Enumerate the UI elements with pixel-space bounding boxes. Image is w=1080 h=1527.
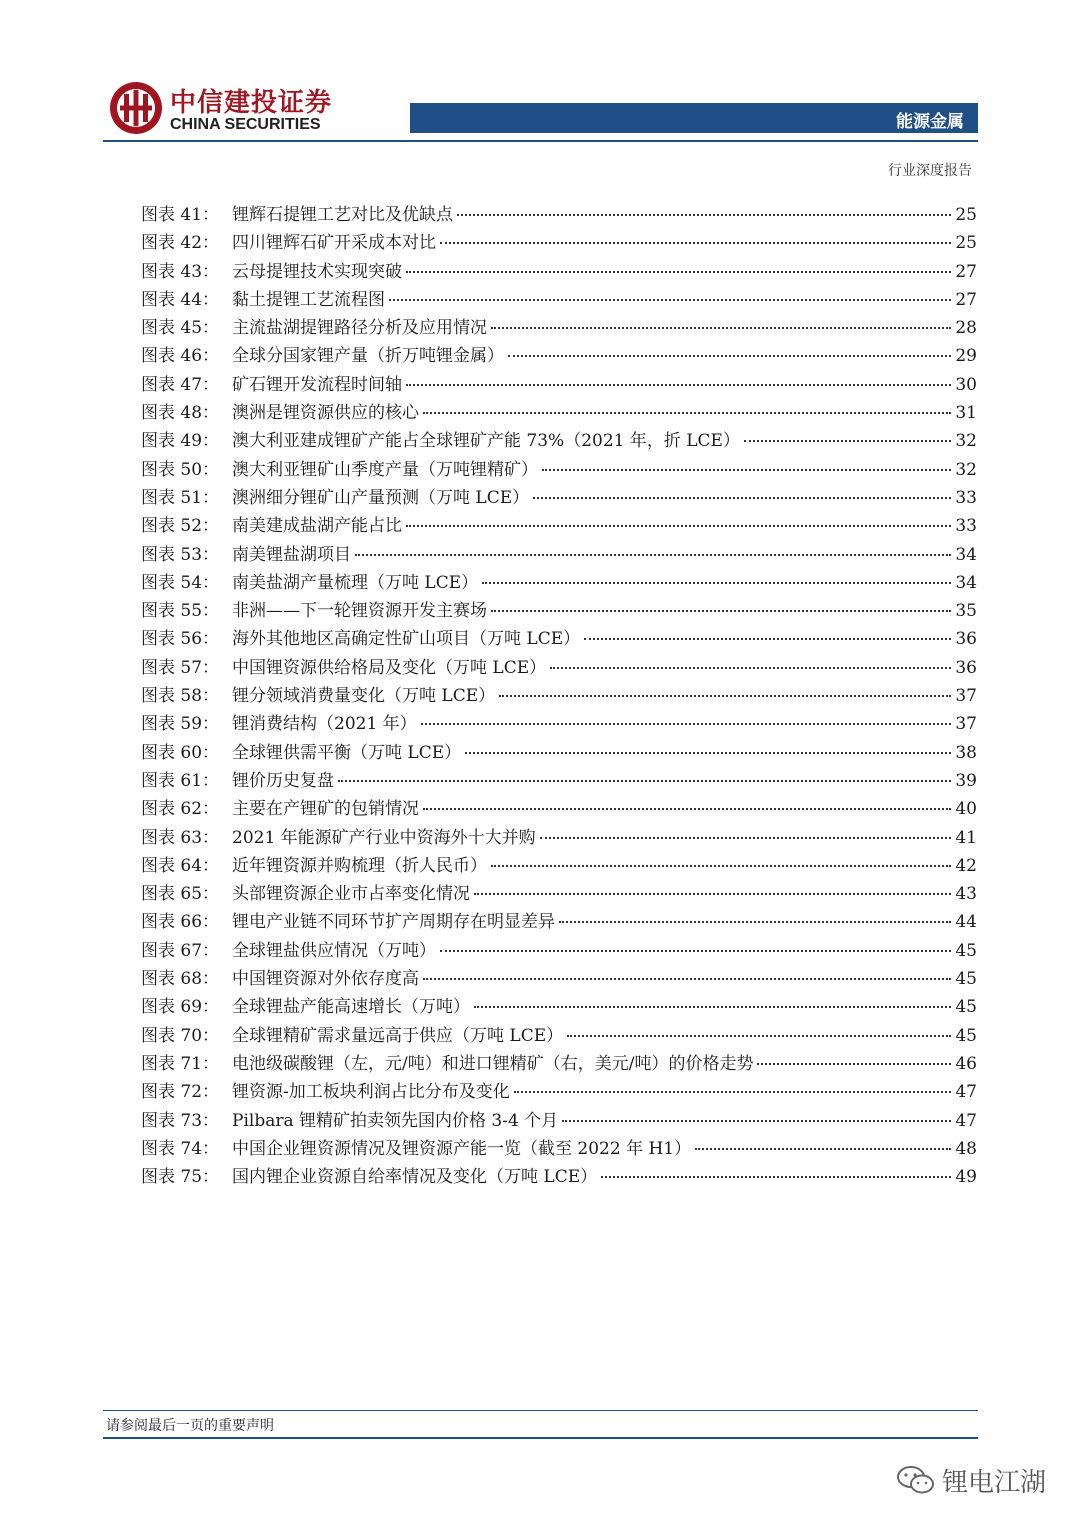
toc-entry-label: 图表 49： [141,431,220,452]
toc-entry[interactable] [141,483,977,511]
toc-entry-page: 40 [955,799,977,820]
toc-entry-label: 图表 44： [141,289,220,310]
toc-entry-label: 图表 48： [141,403,220,424]
toc-entry-page: 33 [955,516,977,537]
toc-entry-label: 图表 57： [141,657,220,678]
toc-entry-title: 全球锂供需平衡（万吨 LCE） [232,742,462,763]
toc-entry-page: 45 [955,997,977,1018]
toc-entry-page: 45 [955,1025,977,1046]
toc-entry-page: 41 [955,827,977,848]
toc-entry-label: 图表 71： [141,1053,220,1074]
toc-entry-label: 图表 67： [141,940,220,961]
toc-entry[interactable] [141,1134,977,1162]
toc-entry-page: 36 [955,657,977,678]
toc-dot-leader [406,525,951,527]
toc-dot-leader [491,327,951,329]
toc-entry-label: 图表 73： [141,1110,220,1131]
toc-entry[interactable] [141,851,977,879]
table-of-figures [141,200,977,1190]
toc-entry[interactable] [141,936,977,964]
toc-entry-title: 锂消费结构（2021 年） [232,714,417,735]
toc-entry-title: 近年锂资源并购梳理（折人民币） [232,855,487,876]
toc-entry-label: 图表 69： [141,997,220,1018]
logo-chinese-name: 中信建投证券 [170,88,333,118]
toc-dot-leader [491,610,951,612]
toc-entry-page: 47 [955,1082,977,1103]
toc-entry-title: 电池级碳酸锂（左，元/吨）和进口锂精矿（右，美元/吨）的价格走势 [232,1053,754,1074]
toc-dot-leader [355,554,951,556]
toc-entry-label: 图表 42： [141,233,220,254]
toc-entry-label: 图表 60： [141,742,220,763]
toc-dot-leader [584,638,951,640]
toc-entry[interactable] [141,596,977,624]
toc-entry[interactable] [141,709,977,737]
toc-dot-leader [559,921,951,923]
toc-entry-label: 图表 56： [141,629,220,650]
toc-entry-page: 34 [955,572,977,593]
toc-entry-page: 28 [955,318,977,339]
toc-entry-label: 图表 46： [141,346,220,367]
toc-entry-title: 锂资源-加工板块利润占比分布及变化 [232,1082,510,1103]
company-logo [108,80,348,140]
toc-entry-label: 图表 75： [141,1167,220,1188]
toc-entry-page: 37 [955,686,977,707]
logo-english-name: CHINA SECURITIES [170,116,321,133]
toc-dot-leader [465,752,951,754]
toc-entry-title: 中国企业锂资源情况及锂资源产能一览（截至 2022 年 H1） [232,1138,692,1159]
toc-entry-page: 37 [955,714,977,735]
toc-entry-page: 30 [955,374,977,395]
toc-entry[interactable] [141,341,977,369]
toc-entry-label: 图表 63： [141,827,220,848]
toc-entry-label: 图表 45： [141,318,220,339]
toc-entry-page: 32 [955,459,977,480]
toc-entry[interactable] [141,1021,977,1049]
watermark-text: 锂电江湖 [941,1467,1046,1498]
toc-dot-leader [542,469,951,471]
toc-entry-title: 全球锂盐产能高速增长（万吨） [232,997,470,1018]
toc-entry-page: 46 [955,1053,977,1074]
toc-entry-page: 47 [955,1110,977,1131]
toc-entry[interactable] [141,455,977,483]
header-divider [103,140,978,142]
toc-entry-label: 图表 55： [141,601,220,622]
toc-entry[interactable] [141,766,977,794]
toc-entry-title: 矿石锂开发流程时间轴 [232,374,402,395]
toc-entry[interactable] [141,370,977,398]
toc-entry-title: 南美锂盐湖项目 [232,544,351,565]
toc-dot-leader [338,780,951,782]
toc-dot-leader [440,242,951,244]
toc-entry[interactable] [141,1162,977,1190]
toc-entry[interactable] [141,1106,977,1134]
toc-entry-title: 锂电产业链不同环节扩产周期存在明显差异 [232,912,555,933]
toc-entry-label: 图表 43： [141,261,220,282]
toc-dot-leader [423,978,951,980]
toc-entry[interactable] [141,681,977,709]
toc-entry-label: 图表 61： [141,770,220,791]
sector-banner [410,103,978,133]
toc-entry-page: 27 [955,261,977,282]
toc-entry-label: 图表 65： [141,884,220,905]
toc-entry[interactable] [141,228,977,256]
footer-divider-top [103,1410,978,1411]
toc-dot-leader [389,299,951,301]
toc-dot-leader [423,808,951,810]
toc-entry-page: 33 [955,487,977,508]
toc-entry-label: 图表 70： [141,1025,220,1046]
toc-entry-title: 非洲——下一轮锂资源开发主赛场 [232,601,487,622]
toc-dot-leader [744,440,951,442]
toc-dot-leader [562,1120,951,1122]
toc-entry-title: 中国锂资源供给格局及变化（万吨 LCE） [232,657,547,678]
toc-dot-leader [757,1063,951,1065]
toc-entry-title: 头部锂资源企业市占率变化情况 [232,884,470,905]
toc-entry-label: 图表 62： [141,799,220,820]
toc-entry-page: 45 [955,969,977,990]
toc-dot-leader [601,1176,951,1178]
toc-dot-leader [423,412,951,414]
toc-entry-label: 图表 64： [141,855,220,876]
toc-dot-leader [550,667,951,669]
toc-dot-leader [440,950,951,952]
toc-dot-leader [421,723,951,725]
toc-entry[interactable] [141,907,977,935]
toc-dot-leader [474,1006,951,1008]
toc-entry-title: 四川锂辉石矿开采成本对比 [232,233,436,254]
toc-entry-title: 澳大利亚锂矿山季度产量（万吨锂精矿） [232,459,538,480]
toc-entry-title: 澳大利亚建成锂矿产能占全球锂矿产能 73%（2021 年，折 LCE） [232,431,740,452]
toc-entry-page: 45 [955,940,977,961]
toc-entry-page: 44 [955,912,977,933]
toc-entry-label: 图表 41： [141,205,220,225]
toc-entry-title: 南美盐湖产量梳理（万吨 LCE） [232,572,479,593]
toc-entry-title: 中国锂资源对外依存度高 [232,969,419,990]
toc-entry[interactable] [141,624,977,652]
toc-entry-title: 国内锂企业资源自给率情况及变化（万吨 LCE） [232,1167,598,1188]
toc-dot-leader [457,214,951,216]
toc-entry-label: 图表 47： [141,374,220,395]
toc-entry-page: 39 [955,770,977,791]
toc-entry-page: 25 [955,205,977,225]
toc-entry-title: 主要在产锂矿的包销情况 [232,799,419,820]
wechat-icon [896,1464,936,1496]
toc-entry-label: 图表 52： [141,516,220,537]
toc-entry[interactable] [141,285,977,313]
toc-entry-label: 图表 68： [141,969,220,990]
toc-entry-label: 图表 66： [141,912,220,933]
toc-entry[interactable] [141,1049,977,1077]
toc-entry-title: 全球锂盐供应情况（万吨） [232,940,436,961]
toc-entry[interactable] [141,200,977,228]
toc-entry-title: 海外其他地区高确定性矿山项目（万吨 LCE） [232,629,581,650]
toc-entry-label: 图表 54： [141,572,220,593]
toc-entry-title: 南美建成盐湖产能占比 [232,516,402,537]
toc-entry-title: 主流盐湖提锂路径分析及应用情况 [232,318,487,339]
report-type: 行业深度报告 [888,163,972,179]
toc-entry-title: 锂价历史复盘 [232,770,334,791]
toc-entry-page: 32 [955,431,977,452]
toc-entry-label: 图表 50： [141,459,220,480]
toc-entry-page: 42 [955,855,977,876]
toc-entry-page: 27 [955,289,977,310]
sector-label: 能源金属 [896,112,964,132]
toc-dot-leader [406,384,951,386]
toc-entry-label: 图表 59： [141,714,220,735]
toc-entry[interactable] [141,794,977,822]
toc-entry[interactable] [141,426,977,454]
toc-entry-label: 图表 72： [141,1082,220,1103]
toc-entry-page: 29 [955,346,977,367]
toc-entry[interactable] [141,398,977,426]
toc-entry-title: 澳洲是锂资源供应的核心 [232,403,419,424]
toc-entry[interactable] [141,540,977,568]
toc-entry-page: 34 [955,544,977,565]
toc-entry-label: 图表 51： [141,487,220,508]
toc-entry[interactable] [141,1077,977,1105]
toc-dot-leader [474,893,951,895]
toc-entry-title: 澳洲细分锂矿山产量预测（万吨 LCE） [232,487,530,508]
toc-entry-page: 25 [955,233,977,254]
disclaimer-note: 请参阅最后一页的重要声明 [106,1418,274,1434]
toc-dot-leader [533,497,951,499]
toc-dot-leader [491,865,951,867]
toc-entry-page: 35 [955,601,977,622]
citic-emblem-icon [108,80,164,136]
toc-entry-title: 锂分领域消费量变化（万吨 LCE） [232,686,496,707]
toc-dot-leader [406,271,951,273]
toc-entry-label: 图表 53： [141,544,220,565]
wechat-watermark [896,1460,1046,1500]
toc-entry-page: 31 [955,403,977,424]
toc-entry-title: Pilbara 锂精矿拍卖领先国内价格 3-4 个月 [232,1110,559,1131]
toc-entry-page: 48 [955,1138,977,1159]
toc-entry[interactable] [141,738,977,766]
toc-entry-page: 43 [955,884,977,905]
toc-entry-page: 49 [955,1167,977,1188]
toc-entry-title: 全球锂精矿需求量远高于供应（万吨 LCE） [232,1025,564,1046]
toc-entry[interactable] [141,823,977,851]
toc-entry[interactable] [141,879,977,907]
toc-entry-page: 38 [955,742,977,763]
toc-entry[interactable] [141,992,977,1020]
footer-divider-bottom [103,1437,978,1439]
toc-entry[interactable] [141,257,977,285]
toc-entry[interactable] [141,964,977,992]
toc-entry-label: 图表 58： [141,686,220,707]
toc-dot-leader [540,837,951,839]
toc-entry-title: 全球分国家锂产量（折万吨锂金属） [232,346,504,367]
toc-dot-leader [514,1091,951,1093]
toc-dot-leader [567,1035,951,1037]
toc-entry-title: 锂辉石提锂工艺对比及优缺点 [232,205,453,225]
toc-entry[interactable] [141,511,977,539]
toc-entry-page: 36 [955,629,977,650]
toc-entry-title: 2021 年能源矿产行业中资海外十大并购 [232,827,536,848]
toc-dot-leader [499,695,951,697]
toc-entry[interactable] [141,653,977,681]
toc-entry[interactable] [141,313,977,341]
toc-dot-leader [482,582,951,584]
toc-entry-label: 图表 74： [141,1138,220,1159]
toc-entry-title: 云母提锂技术实现突破 [232,261,402,282]
toc-dot-leader [695,1148,951,1150]
toc-entry-title: 黏土提锂工艺流程图 [232,289,385,310]
toc-entry[interactable] [141,568,977,596]
toc-dot-leader [508,355,951,357]
